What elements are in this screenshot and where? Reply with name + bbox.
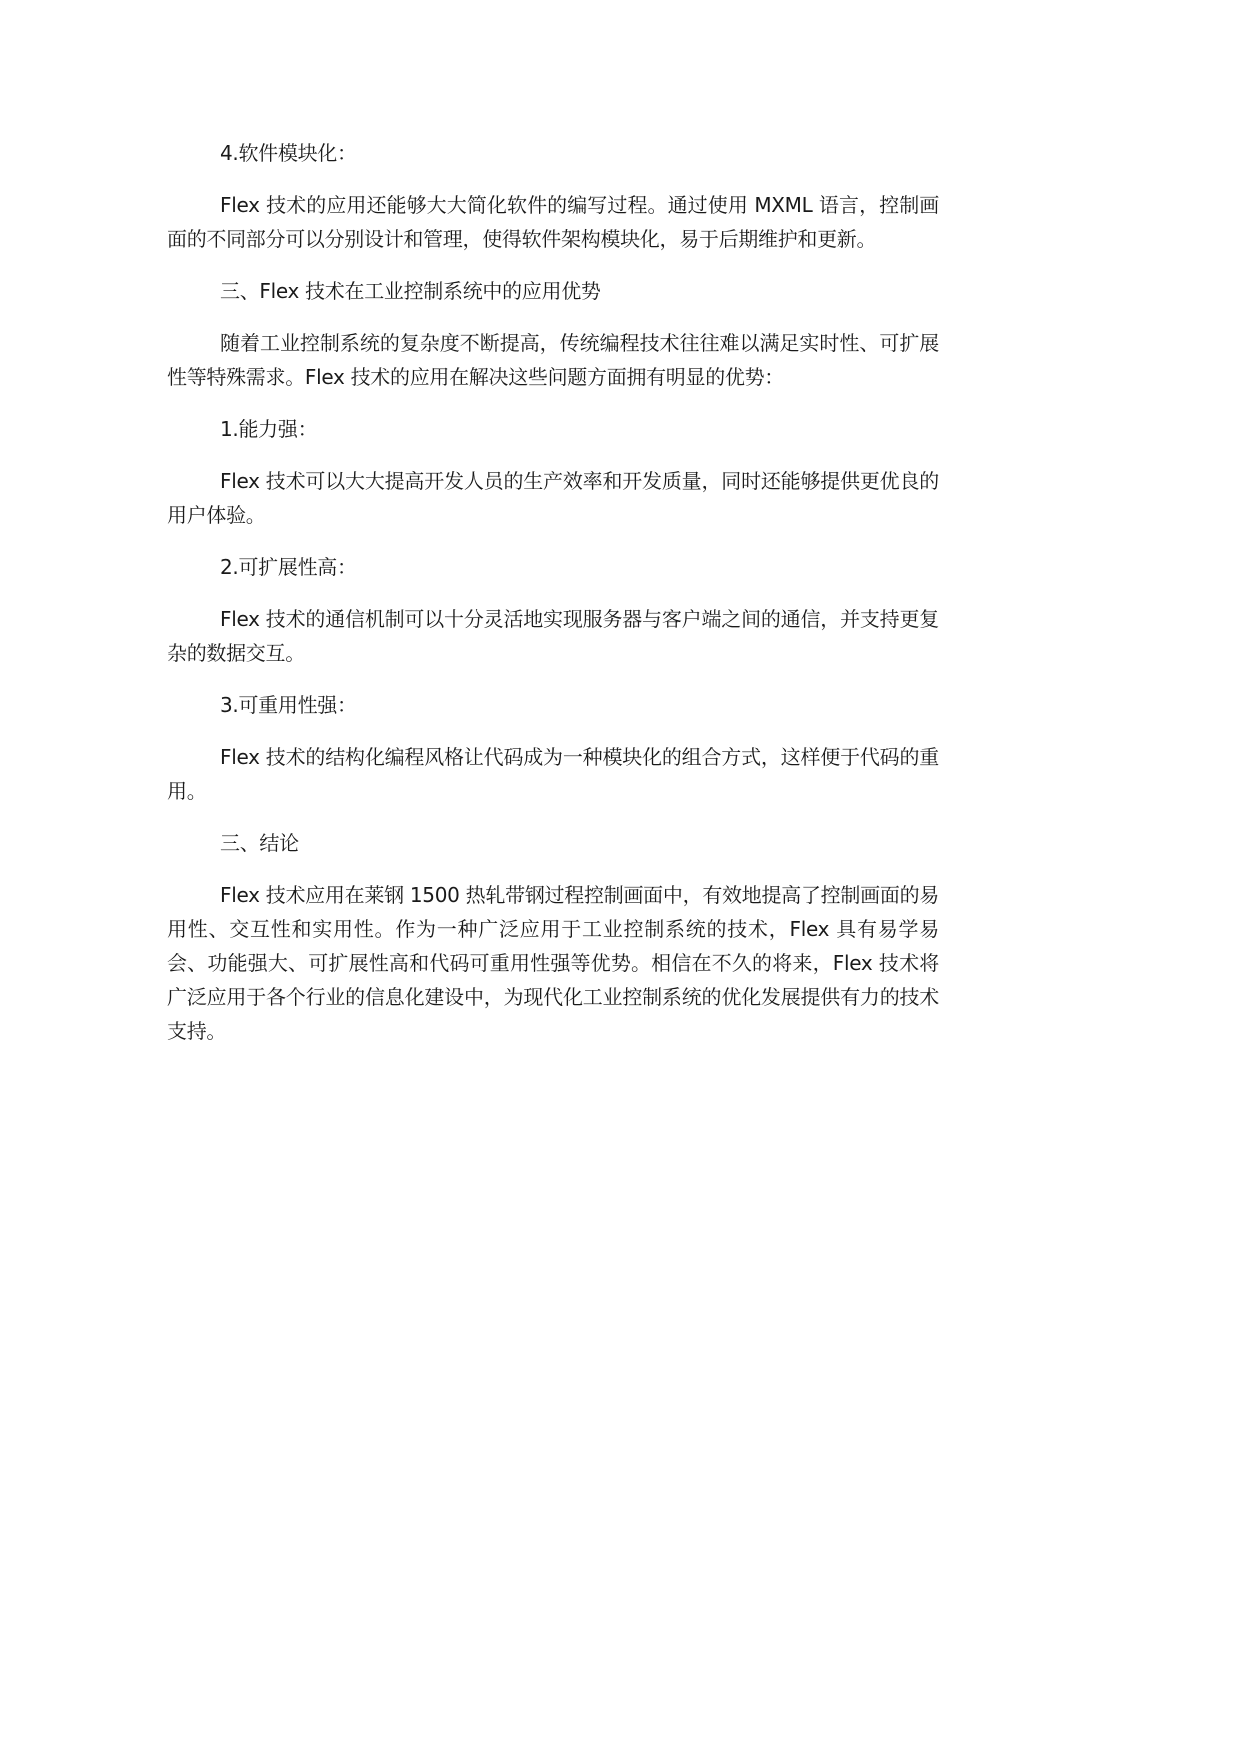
heading-reusability: 3.可重用性强：: [220, 693, 357, 717]
section-heading-advantages: 三、Flex 技术在工业控制系统中的应用优势: [220, 279, 601, 303]
heading-software-modularization: 4.软件模块化：: [220, 141, 357, 165]
heading-capability: 1.能力强：: [220, 417, 318, 441]
heading-scalability: 2.可扩展性高：: [220, 555, 357, 579]
paragraph-reusability-body: Flex 技术的结构化编程风格让代码成为一种模块化的组合方式，这样便于代码的重用。: [167, 745, 939, 803]
paragraph-modularization-body: Flex 技术的应用还能够大大简化软件的编写过程。通过使用 MXML 语言，控制画面的不同部分可以分别设计和管理，使得软件架构模块化，易于后期维护和更新。: [167, 193, 939, 251]
paragraph-scalability-body: Flex 技术的通信机制可以十分灵活地实现服务器与客户端之间的通信，并支持更复杂的数据交互。: [167, 607, 939, 665]
paragraph-advantages-intro: 随着工业控制系统的复杂度不断提高，传统编程技术往往难以满足实时性、可扩展性等特殊需求。Flex 技术的应用在解决这些问题方面拥有明显的优势：: [167, 331, 939, 389]
paragraph-capability-body: Flex 技术可以大大提高开发人员的生产效率和开发质量，同时还能够提供更优良的用户体验。: [167, 469, 939, 527]
document-body: [167, 136, 939, 1066]
section-heading-conclusion: 三、结论: [220, 831, 299, 855]
paragraph-conclusion-body: Flex 技术应用在莱钢 1500 热轧带钢过程控制画面中，有效地提高了控制画面的易用性、交互性和实用性。作为一种广泛应用于工业控制系统的技术，Flex 具有易学易会、功能强大、可扩展性高和代码可重用性强等优势。相信在不久的将来，Flex 技术将广泛应用于各个行业的信息化建设中，为现代化工业控制系统的优化发展提供有力的技术支持。: [167, 883, 939, 1043]
